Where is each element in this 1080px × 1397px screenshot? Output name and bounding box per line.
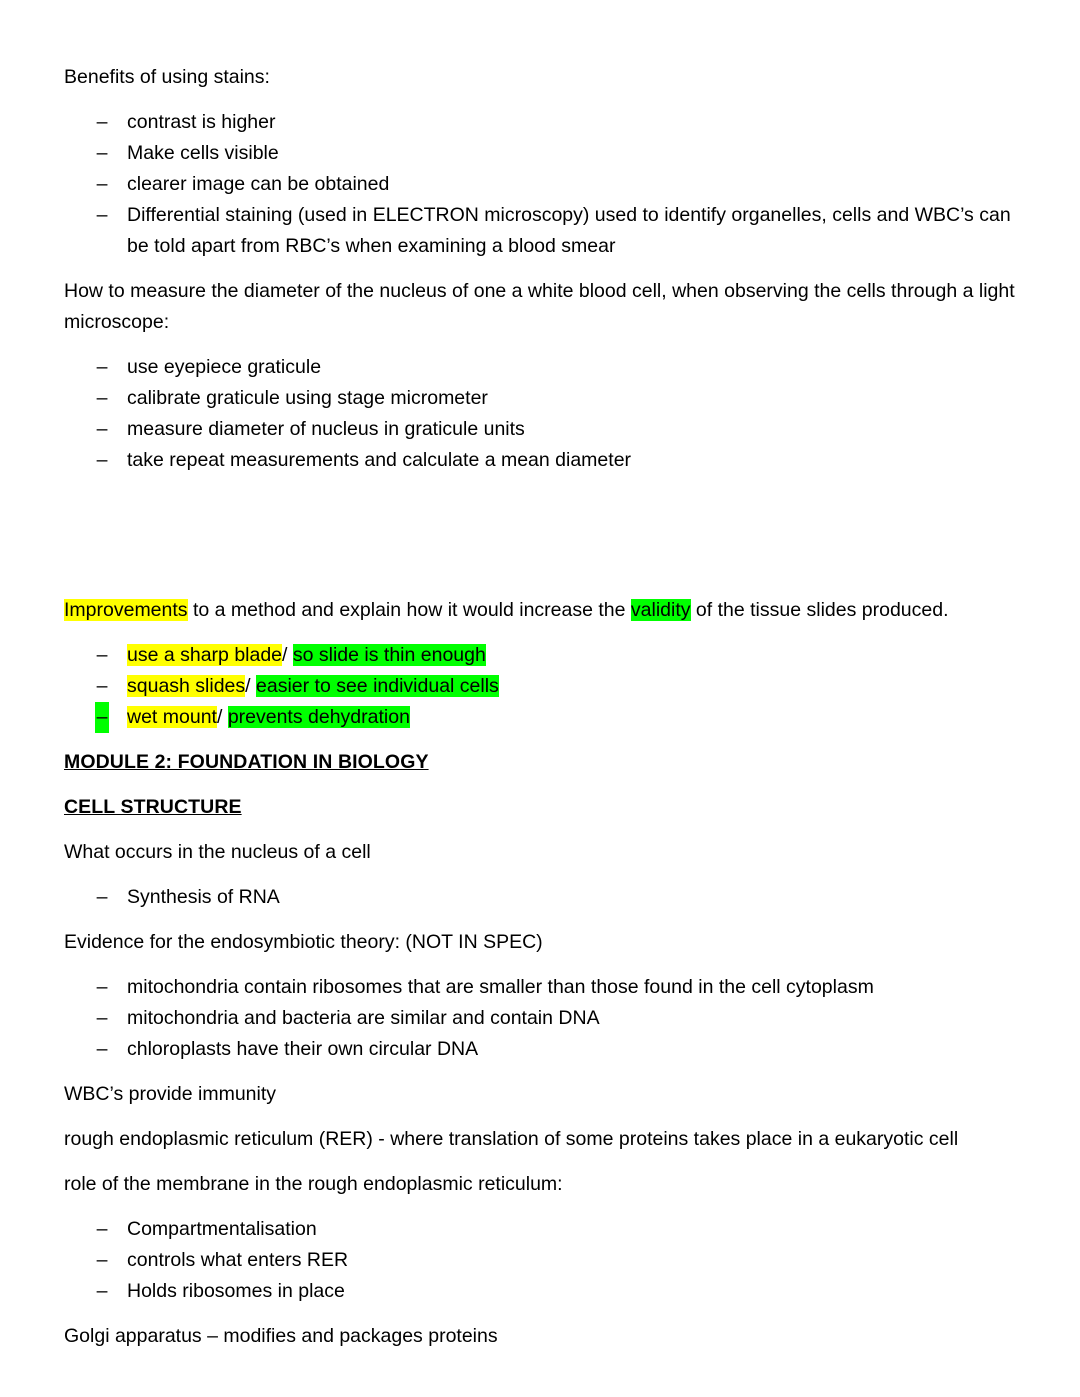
dash-bullet: – [96,142,108,164]
stains-list [64,107,1024,262]
dash-bullet: – [96,675,108,697]
document-page [64,62,1024,1366]
dash-bullet: – [96,204,108,226]
list-item: – mitochondria and bacteria are similar and contain DNA [64,1003,1024,1034]
endosymbiotic-list [64,972,1024,1065]
list-item: – calibrate graticule using stage micrometer [64,383,1024,414]
dash-bullet: – [95,702,109,733]
improvements-title: Improvements to a method and explain how it would increase the validity of the tissue slides produced. [64,599,949,621]
dash-bullet: – [96,886,108,908]
improvements-list [64,640,1024,733]
nucleus-title: What occurs in the nucleus of a cell [64,841,371,863]
list-item: – use eyepiece graticule [64,352,1024,383]
list-item: – controls what enters RER [64,1245,1024,1276]
dash-bullet: – [96,1007,108,1029]
highlight-yellow: Improvements [64,599,188,621]
list-item: – mitochondria contain ribosomes that are smaller than those found in the cell cytoplasm [64,972,1024,1003]
list-item: – measure diameter of nucleus in graticule units [64,414,1024,445]
list-item: – contrast is higher [64,107,1024,138]
highlight-yellow: wet mount [127,706,217,728]
measure-title: How to measure the diameter of the nucleus of one a white blood cell, when observing the cells through a light microscope: [64,280,1015,333]
highlight-green: easier to see individual cells [256,675,499,697]
list-item: – wet mount/ prevents dehydration [64,702,1024,733]
list-item: – Differential staining (used in ELECTRON microscopy) used to identify organelles, cells and WBC’s can be told apart from RBC’s when examining a blood smear [64,200,1024,262]
list-item: – Make cells visible [64,138,1024,169]
list-item: – use a sharp blade/ so slide is thin enough [64,640,1024,671]
dash-bullet: – [96,1249,108,1271]
dash-bullet: – [96,387,108,409]
list-item: – take repeat measurements and calculate a mean diameter [64,445,1024,476]
list-item: – Synthesis of RNA [64,882,1024,913]
rer-line: rough endoplasmic reticulum (RER) - where translation of some proteins takes place in a eukaryotic cell [64,1128,959,1150]
dash-bullet: – [96,1218,108,1240]
dash-bullet: – [96,449,108,471]
highlight-green: so slide is thin enough [292,644,486,666]
dash-bullet: – [96,356,108,378]
list-item: – clearer image can be obtained [64,169,1024,200]
highlight-yellow: squash slides [127,675,246,697]
measure-list [64,352,1024,476]
highlight-green: prevents dehydration [227,706,410,728]
dash-bullet: – [96,418,108,440]
module-heading: MODULE 2: FOUNDATION IN BIOLOGY [64,751,429,773]
cell-structure-heading: CELL STRUCTURE [64,796,242,818]
golgi-line: Golgi apparatus – modifies and packages proteins [64,1325,498,1347]
list-item: – chloroplasts have their own circular DNA [64,1034,1024,1065]
dash-bullet: – [96,644,108,666]
endosymbiotic-title: Evidence for the endosymbiotic theory: (NOT IN SPEC) [64,931,543,953]
highlight-yellow: use a sharp blade [127,644,283,666]
stains-title: Benefits of using stains: [64,66,270,88]
wbc-line: WBC’s provide immunity [64,1083,277,1105]
list-item: – squash slides/ easier to see individual cells [64,671,1024,702]
nucleus-list [64,882,1024,913]
dash-bullet: – [96,173,108,195]
dash-bullet: – [96,976,108,998]
dash-bullet: – [96,1280,108,1302]
membrane-list [64,1214,1024,1307]
highlight-green: validity [630,599,691,621]
membrane-title: role of the membrane in the rough endoplasmic reticulum: [64,1173,563,1195]
dash-bullet: – [96,111,108,133]
list-item: – Compartmentalisation [64,1214,1024,1245]
blank-space [64,490,1024,595]
list-item: – Holds ribosomes in place [64,1276,1024,1307]
dash-bullet: – [96,1038,108,1060]
